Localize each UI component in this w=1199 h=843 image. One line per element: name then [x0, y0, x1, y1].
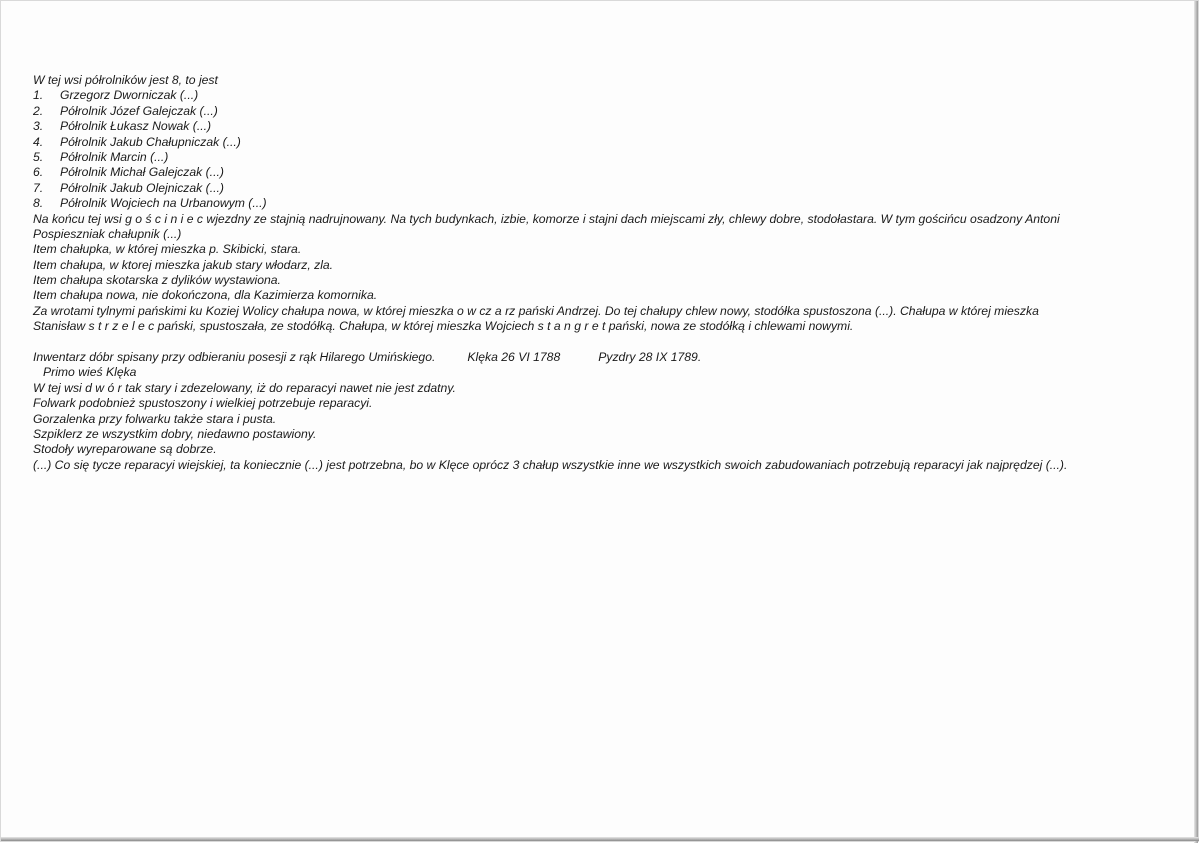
list-text: Półrolnik Łukasz Nowak (...) [60, 119, 212, 134]
list-item [33, 88, 1153, 103]
inventory-date: Pyzdry 28 IX 1789. [598, 350, 702, 365]
list-item [33, 165, 1153, 180]
paragraph-line: Za wrotami tylnymi pańskimi ku Koziej Wolicy chałupa nowa, w której mieszka o w cz a rz pański Andrzej. Do tej chałupy chlew nowy, stodółka spustoszona (...). Chałupa w której mieszka [33, 303, 1039, 318]
inventory-line: W tej wsi d w ó r tak stary i zdezelowany, iż do reparacyi nawet nie jest zdatny. [33, 380, 456, 395]
list-number: 6. [33, 165, 44, 180]
paragraph-line: Pospieszniak chałupnik (...) [33, 226, 182, 241]
list-number: 4. [33, 134, 44, 149]
list-number: 2. [33, 103, 44, 118]
item-line: Item chałupa skotarska z dylików wystawiona. [33, 273, 281, 288]
list-text: Półrolnik Marcin (...) [60, 149, 169, 164]
inventory-date: Klęka 26 VI 1788 [467, 350, 561, 365]
item-line: Item chałupa nowa, nie dokończona, dla Kazimierza komornika. [33, 288, 378, 303]
list-text: Półrolnik Józef Galejczak (...) [60, 103, 218, 118]
list-text: Półrolnik Wojciech na Urbanowym (...) [60, 196, 267, 211]
inventory-line: Gorzalenka przy folwarku także stara i pusta. [33, 411, 277, 426]
document-text [33, 73, 1153, 473]
list-text: Półrolnik Michał Galejczak (...) [60, 165, 224, 180]
list-text: Półrolnik Jakub Olejniczak (...) [60, 180, 224, 195]
inventory-line: Folwark podobnież spustoszony i wielkiej potrzebuje reparacyi. [33, 396, 373, 411]
inventory-line: Stodoły wyreparowane są dobrze. [33, 442, 217, 457]
list-item [33, 150, 1153, 165]
inventory-line: (...) Co się tycze reparacyi wiejskiej, ta koniecznie (...) jest potrzebna, bo w Klęce oprócz 3 chałup wszystkie inne we wszystkich swoich zabudowaniach potrzebują reparacyi jak najprędzej (...). [33, 457, 1068, 472]
list-number: 3. [33, 119, 44, 134]
blank-line [33, 335, 1153, 350]
inventory-title: Inwentarz dóbr spisany przy odbieraniu posesji z rąk Hilarego Umińskiego. [33, 350, 436, 365]
list-text: Półrolnik Jakub Chałupniczak (...) [60, 134, 241, 149]
list-text: Grzegorz Dworniczak (...) [60, 88, 199, 103]
primo-line: Primo wieś Klęka [43, 365, 137, 380]
paragraph-line: Stanisław s t r z e l e c pański, spustoszała, ze stodółką. Chałupa, w której mieszka Wojciech s t a n g r e t pański, nowa ze stodółką i chlewami nowymi. [33, 319, 854, 334]
scan-edge [1194, 1, 1198, 843]
list-number: 5. [33, 149, 44, 164]
list-number: 1. [33, 88, 44, 103]
list-number: 7. [33, 180, 44, 195]
list-item [33, 104, 1153, 119]
list-item [33, 119, 1153, 134]
item-line: Item chałupa, w ktorej mieszka jakub stary włodarz, zla. [33, 257, 334, 272]
farmers-heading: W tej wsi półrolników jest 8, to jest [33, 73, 218, 87]
list-item [33, 135, 1153, 150]
paragraph-line: Na końcu tej wsi g o ś c i n i e c wjezdny ze stajnią nadrujnowany. Na tych budynkach, izbie, komorze i stajni dach miejscami zły, chlewy dobre, stodołastara. W tym gościńcu osadzony Antoni [33, 211, 1060, 226]
inventory-line: Szpiklerz ze wszystkim dobry, niedawno postawiony. [33, 426, 317, 441]
list-item [33, 181, 1153, 196]
list-number: 8. [33, 196, 44, 211]
list-item [33, 196, 1153, 211]
scan-edge [1, 837, 1199, 841]
inventory-heading [33, 350, 1153, 365]
item-line: Item chałupka, w której mieszka p. Skibicki, stara. [33, 242, 302, 257]
